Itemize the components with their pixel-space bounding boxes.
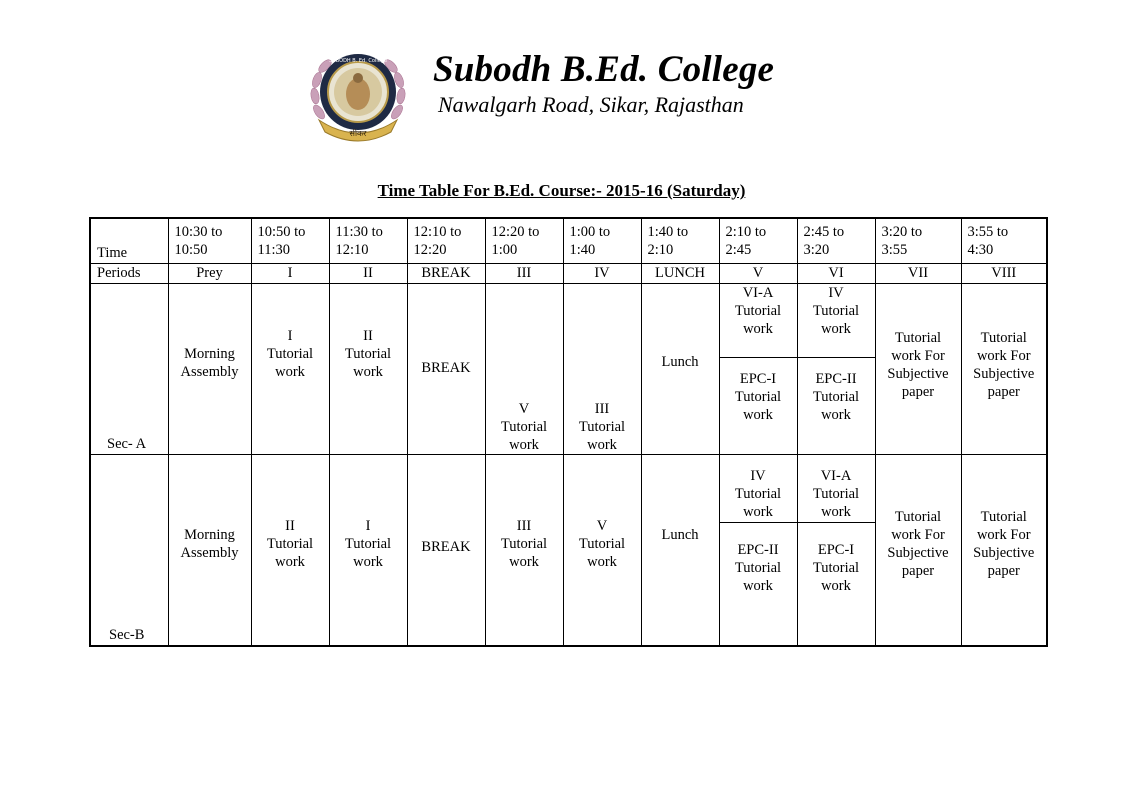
timetable-cell: IV Tutorial work	[720, 455, 797, 523]
timetable-split-cell	[797, 284, 875, 455]
time-row	[90, 218, 1047, 264]
timetable-cell: V Tutorial work	[563, 455, 641, 647]
timetable-cell: Tutorial work For Subjective paper	[875, 284, 961, 455]
college-address: Nawalgarh Road, Sikar, Rajasthan	[438, 92, 744, 117]
timetable-cell: II Tutorial work	[329, 284, 407, 455]
time-slot: 3:55 to 4:30	[961, 218, 1047, 264]
svg-text:सीकर: सीकर	[349, 129, 367, 138]
period-header: Prey	[168, 264, 251, 284]
timetable-cell: BREAK	[407, 455, 485, 647]
timetable-split-cell	[719, 284, 797, 455]
svg-text:SUBODH B. Ed. College: SUBODH B. Ed. College	[328, 58, 388, 64]
timetable-cell: Lunch	[641, 455, 719, 647]
timetable-cell: Tutorial work For Subjective paper	[875, 455, 961, 647]
period-header: LUNCH	[641, 264, 719, 284]
timetable	[89, 217, 1048, 647]
period-header: III	[485, 264, 563, 284]
timetable-cell: BREAK	[407, 284, 485, 455]
period-header: VI	[797, 264, 875, 284]
period-header: BREAK	[407, 264, 485, 284]
college-seal-logo	[305, 46, 411, 142]
timetable-cell: I Tutorial work	[251, 284, 329, 455]
timetable-cell: VI-A Tutorial work	[798, 455, 875, 523]
timetable-cell: Tutorial work For Subjective paper	[961, 284, 1047, 455]
timetable-cell: Morning Assembly	[168, 284, 251, 455]
time-slot: 12:20 to 1:00	[485, 218, 563, 264]
college-name: Subodh B.Ed. College	[433, 49, 775, 90]
timetable-cell: Tutorial work For Subjective paper	[961, 455, 1047, 647]
timetable-cell: III Tutorial work	[563, 284, 641, 455]
timetable-cell: EPC-I Tutorial work	[812, 542, 860, 594]
time-slot: 12:10 to 12:20	[407, 218, 485, 264]
periods-label: Periods	[90, 264, 168, 284]
time-slot: 2:45 to 3:20	[797, 218, 875, 264]
college-header	[305, 44, 825, 144]
timetable-cell: Lunch	[641, 284, 719, 455]
time-slot: 11:30 to 12:10	[329, 218, 407, 264]
section-b-label: Sec-B	[90, 455, 168, 647]
section-a-label: Sec- A	[90, 284, 168, 455]
timetable-split-cell	[797, 455, 875, 647]
timetable-cell: II Tutorial work	[251, 455, 329, 647]
section-a-row	[90, 284, 1047, 455]
period-header: VII	[875, 264, 961, 284]
timetable-cell: III Tutorial work	[485, 455, 563, 647]
time-slot: 1:40 to 2:10	[641, 218, 719, 264]
timetable-title: Time Table For B.Ed. Course:- 2015-16 (Saturday)	[377, 181, 746, 200]
time-slot: 10:50 to 11:30	[251, 218, 329, 264]
period-header: V	[719, 264, 797, 284]
period-header: II	[329, 264, 407, 284]
time-slot: 10:30 to 10:50	[168, 218, 251, 264]
time-slot: 2:10 to 2:45	[719, 218, 797, 264]
time-label: Time	[90, 218, 168, 264]
period-header: VIII	[961, 264, 1047, 284]
section-b-row	[90, 455, 1047, 647]
period-header: IV	[563, 264, 641, 284]
timetable-cell: I Tutorial work	[329, 455, 407, 647]
timetable-cell: V Tutorial work	[485, 284, 563, 455]
timetable-cell: VI-A Tutorial work	[720, 284, 797, 358]
timetable-cell: EPC-I Tutorial work	[734, 371, 782, 423]
timetable-cell: IV Tutorial work	[798, 284, 875, 358]
timetable-cell: EPC-II Tutorial work	[734, 542, 782, 594]
timetable-cell: Morning Assembly	[168, 455, 251, 647]
period-header: I	[251, 264, 329, 284]
timetable-split-cell	[719, 455, 797, 647]
time-slot: 3:20 to 3:55	[875, 218, 961, 264]
time-slot: 1:00 to 1:40	[563, 218, 641, 264]
timetable-cell: EPC-II Tutorial work	[812, 371, 860, 423]
periods-row	[90, 264, 1047, 284]
